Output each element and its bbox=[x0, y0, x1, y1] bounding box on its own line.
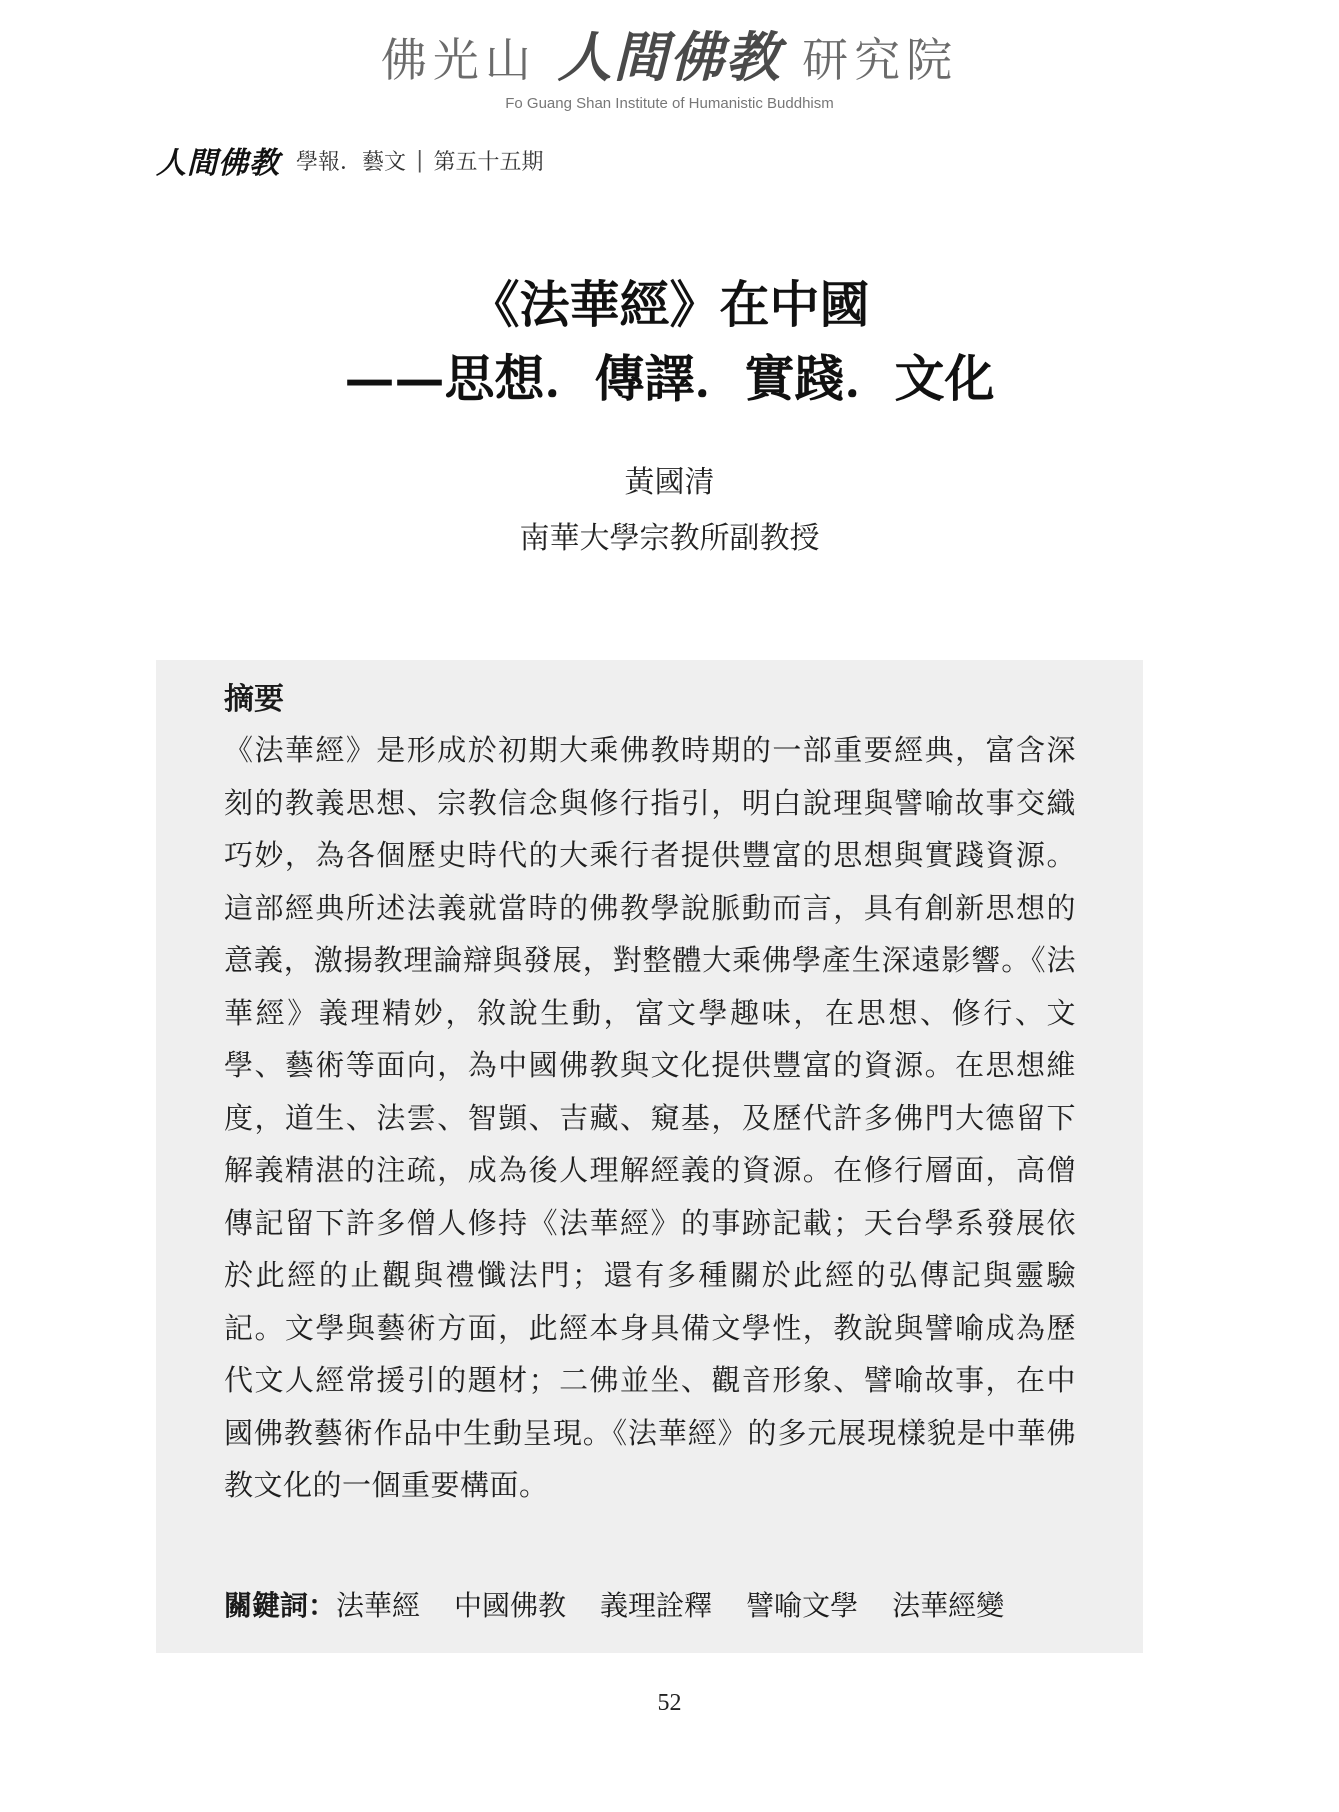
abstract-text: 《法華經》是形成於初期大乘佛教時期的一部重要經典，富含深刻的教義思想、宗教信念與修行指引，明白說理與譬喻故事交織巧妙，為各個歷史時代的大乘行者提供豐富的思想與實踐資源。這部經典所述法義就當時的佛教學說脈動而言，具有創新思想的意義，激揚教理論辯與發展，對整體大乘佛學產生深遠影響。《法華經》義理精妙，敘說生動，富文學趣味，在思想、修行、文學、藝術等面向，為中國佛教與文化提供豐富的資源。在思想維度，道生、法雲、智顗、吉藏、窺基，及歷代許多佛門大德留下解義精湛的注疏，成為後人理解經義的資源。在修行層面，高僧傳記留下許多僧人修持《法華經》的事跡記載；天台學系發展依於此經的止觀與禮懺法門；還有多種關於此經的弘傳記與靈驗記。文學與藝術方面，此經本身具備文學性，教說與譬喻成為歷代文人經常援引的題材；二佛並坐、觀音形象、譬喻故事，在中國佛教藝術作品中生動呈現。《法華經》的多元展現樣貌是中華佛教文化的一個重要構面。 bbox=[224, 733, 1076, 1502]
journal-divider: | bbox=[416, 147, 424, 173]
journal-section: 學報．藝文 bbox=[296, 149, 407, 175]
author-affiliation: 南華大學宗教所副教授 bbox=[519, 521, 820, 556]
logo-left-text: 佛光山 bbox=[380, 33, 537, 87]
journal-brand: 人間佛教 bbox=[156, 146, 280, 181]
title-line-2: ——思想．傳譯．實踐．文化 bbox=[344, 349, 995, 408]
keyword: 譬喻文學 bbox=[746, 1589, 859, 1622]
keyword: 中國佛教 bbox=[454, 1589, 567, 1622]
logo-brand-text: 人間佛教 bbox=[557, 26, 782, 89]
logo-right-text: 研究院 bbox=[802, 33, 959, 87]
article-title bbox=[0, 268, 1339, 416]
institute-logo bbox=[0, 28, 1339, 114]
keyword: 法華經 bbox=[336, 1589, 421, 1622]
abstract-box bbox=[156, 660, 1143, 1653]
logo-subtitle: Fo Guang Shan Institute of Humanistic Buddhism bbox=[505, 95, 834, 112]
keywords bbox=[224, 1586, 1076, 1626]
keywords-label: 關鍵詞： bbox=[224, 1589, 337, 1622]
page-number: 52 bbox=[657, 1690, 682, 1716]
abstract-heading: 摘要 bbox=[224, 682, 284, 717]
journal-issue: 第五十五期 bbox=[433, 149, 544, 175]
keyword: 法華經變 bbox=[892, 1589, 1005, 1622]
title-line-1: 《法華經》在中國 bbox=[469, 275, 870, 334]
journal-header bbox=[156, 140, 543, 180]
keyword: 義理詮釋 bbox=[600, 1589, 713, 1622]
author-name: 黃國清 bbox=[624, 465, 715, 500]
author-block bbox=[0, 455, 1339, 567]
